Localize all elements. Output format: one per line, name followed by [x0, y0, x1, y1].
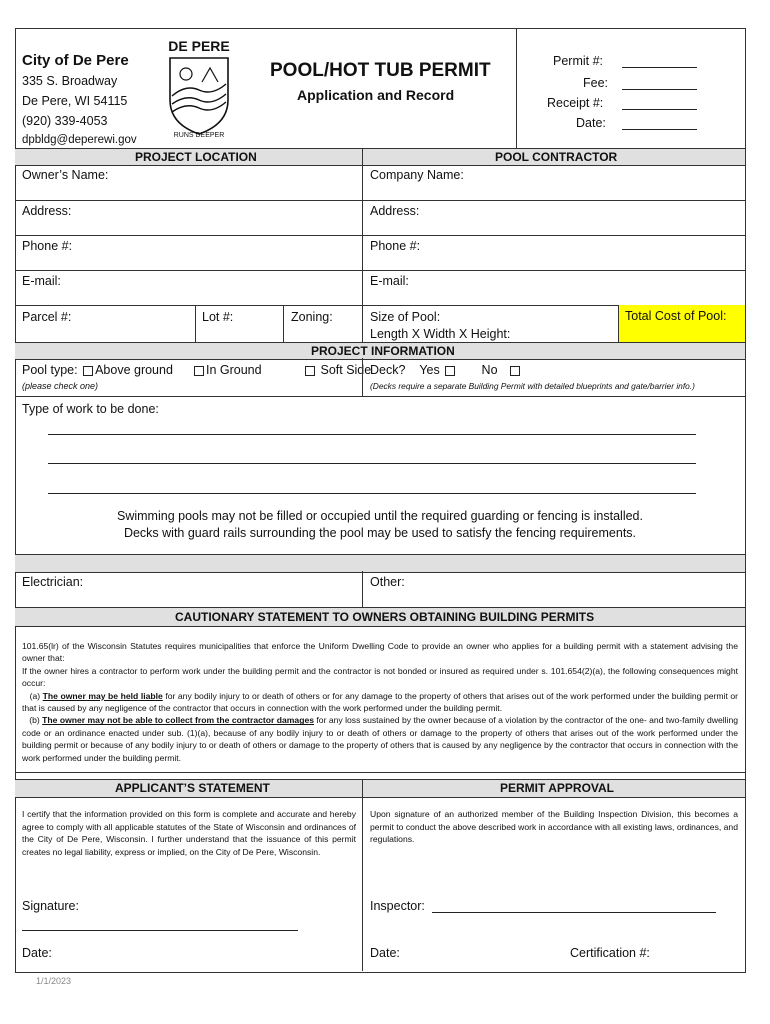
receipt-number-field[interactable]	[622, 109, 697, 110]
company-name-label: Company Name:	[370, 168, 464, 182]
city-email: dpbldg@deperewi.gov	[22, 134, 137, 146]
project-information-heading: PROJECT INFORMATION	[311, 344, 455, 358]
city-address-line2: De Pere, WI 54115	[22, 94, 128, 108]
permit-number-field[interactable]	[622, 67, 697, 68]
in-ground-checkbox[interactable]	[194, 366, 204, 376]
type-of-work-label: Type of work to be done:	[22, 402, 159, 416]
please-check-note: (please check one)	[22, 381, 99, 391]
deck-yes-checkbox[interactable]	[445, 366, 455, 376]
total-cost-field[interactable]	[618, 305, 745, 342]
column-divider	[362, 358, 363, 396]
caution-paragraph-1: 101.65(lr) of the Wisconsin Statutes requires municipalities that enforce the Uniform Dwelling Code to provide an owner who applies for a building permit with a statement advising the owner that:	[22, 641, 738, 664]
cautionary-heading: CAUTIONARY STATEMENT TO OWNERS OBTAINING BUILDING PERMITS	[175, 610, 595, 624]
size-of-pool-label: Size of Pool:	[370, 310, 441, 324]
above-ground-label: Above ground	[95, 363, 173, 377]
lot-label: Lot #:	[202, 310, 234, 324]
blank-bar	[15, 554, 745, 573]
certification-label: Certification #:	[570, 946, 650, 960]
cell-divider	[195, 305, 196, 342]
caution-item-b: (b) The owner may not be able to collect from the contractor damages for any loss sustained by the owner because of a violation by the contractor of the one- and two-family dwelling code or an ordinance enacted under sub. (1)(a), because of any bodily injury to or death of others or damage to the property of others that arises out of the work performed under the building permit or because of any bodily injury to or death of others or damage to the property of others that is caused by any negligence by the contractor that occurs in connection with the work performed under the building permit.	[22, 715, 739, 763]
caution-item-a: (a) The owner may be held liable for any bodily injury to or death of others or for any damage to the property of others that arises out of the work performed under the building permit or that is caused by any negligence of the contractor that occurs in connection with the work performed under the building permit.	[22, 690, 739, 714]
deck-yes-label: Yes	[419, 363, 440, 377]
deck-no-label: No	[481, 363, 498, 377]
applicant-heading: APPLICANT’S STATEMENT	[115, 781, 270, 795]
row-divider	[15, 200, 745, 201]
pool-contractor-heading: POOL CONTRACTOR	[495, 150, 618, 164]
contractor-address-label: Address:	[370, 204, 420, 218]
in-ground-option	[192, 363, 262, 377]
soft-side-checkbox[interactable]	[305, 366, 315, 376]
owner-address-label: Address:	[22, 204, 72, 218]
date-label: Date:	[576, 116, 606, 130]
form-version-date: 1/1/2023	[36, 976, 72, 986]
other-label: Other:	[370, 575, 405, 589]
project-information-bar	[15, 342, 745, 360]
zoning-label: Zoning:	[291, 310, 333, 324]
applicant-statement: I certify that the information provided on this form is complete and accurate and hereby agree to comply with all applicable statutes of the State of Wisconsin and ordinances of the City of De Pere, Wisconsin. I further understand that the issuance of this permit creates no legal liability, express or implied, on the City of De Pere, Wisconsin.	[22, 809, 356, 857]
location-contractor-bar	[15, 148, 745, 166]
svg-text:DE PERE: DE PERE	[168, 38, 230, 54]
row-divider	[15, 235, 745, 236]
approval-date-label: Date:	[370, 946, 400, 960]
permit-number-label: Permit #:	[553, 54, 604, 68]
deck-no-checkbox[interactable]	[510, 366, 520, 376]
contractor-phone-label: Phone #:	[370, 239, 421, 253]
soft-side-label: Soft Side	[320, 363, 372, 377]
signature-field[interactable]	[22, 930, 298, 931]
approval-heading: PERMIT APPROVAL	[500, 781, 615, 795]
city-name: City of De Pere	[22, 52, 129, 69]
parcel-label: Parcel #:	[22, 310, 72, 324]
work-line-3[interactable]	[48, 493, 696, 494]
deck-row	[370, 363, 522, 377]
applicant-date-label: Date:	[22, 946, 52, 960]
column-divider	[362, 571, 363, 607]
dimensions-label: Length X Width X Height:	[370, 327, 511, 341]
column-divider	[362, 779, 363, 971]
work-line-2[interactable]	[48, 463, 696, 464]
total-cost-label: Total Cost of Pool:	[625, 309, 727, 323]
cautionary-bar	[15, 607, 745, 627]
fee-label: Fee:	[583, 76, 609, 90]
row-divider	[15, 270, 745, 271]
owner-email-label: E-mail:	[22, 274, 61, 288]
date-field[interactable]	[622, 129, 697, 130]
receipt-number-label: Receipt #:	[547, 96, 604, 110]
caution-paragraph-2: If the owner hires a contractor to perform work under the building permit and the contractor is not bonded or insured as required under s. 101.654(2)(a), the following consequences might occur:	[22, 665, 738, 689]
cell-divider	[283, 305, 284, 342]
inspector-field[interactable]	[432, 912, 716, 913]
deck-label: Deck?	[370, 363, 406, 377]
soft-side-option	[303, 363, 371, 377]
city-phone: (920) 339-4053	[22, 114, 108, 128]
form-subtitle: Application and Record	[297, 87, 455, 103]
electrician-label: Electrician:	[22, 575, 84, 589]
caution-text	[22, 640, 738, 764]
in-ground-label: In Ground	[206, 363, 262, 377]
pool-type-row	[22, 363, 173, 377]
pool-type-label: Pool type:	[22, 363, 78, 377]
fee-field[interactable]	[622, 89, 697, 90]
de-pere-logo	[158, 38, 240, 138]
approval-statement: Upon signature of an authorized member of the Building Inspection Division, this becomes a permit to conduct the above described work in accordance with all existing laws, ordinances, and regulations.	[370, 809, 738, 845]
deck-note: (Decks require a separate Building Permit with detailed blueprints and gate/barrier info.)	[370, 381, 695, 391]
svg-text:RUNS DEEPER: RUNS DEEPER	[173, 132, 225, 138]
project-location-heading: PROJECT LOCATION	[135, 150, 257, 164]
applicant-approval-bar	[15, 779, 745, 798]
work-line-1[interactable]	[48, 434, 696, 435]
owner-phone-label: Phone #:	[22, 239, 73, 253]
form-title: POOL/HOT TUB PERMIT	[270, 60, 491, 81]
header-divider	[516, 28, 517, 148]
fencing-notice-2: Decks with guard rails surrounding the pool may be used to satisfy the fencing requirements.	[123, 526, 637, 540]
contractor-email-label: E-mail:	[370, 274, 409, 288]
city-address-line1: 335 S. Broadway	[22, 74, 118, 88]
row-divider	[15, 772, 745, 773]
owner-name-label: Owner’s Name:	[22, 168, 109, 182]
column-divider	[362, 148, 363, 342]
signature-label: Signature:	[22, 899, 79, 913]
inspector-label: Inspector:	[370, 899, 425, 913]
above-ground-checkbox[interactable]	[83, 366, 93, 376]
row-divider	[15, 396, 745, 397]
fencing-notice-1: Swimming pools may not be filled or occupied until the required guarding or fencing is installed.	[117, 509, 643, 523]
